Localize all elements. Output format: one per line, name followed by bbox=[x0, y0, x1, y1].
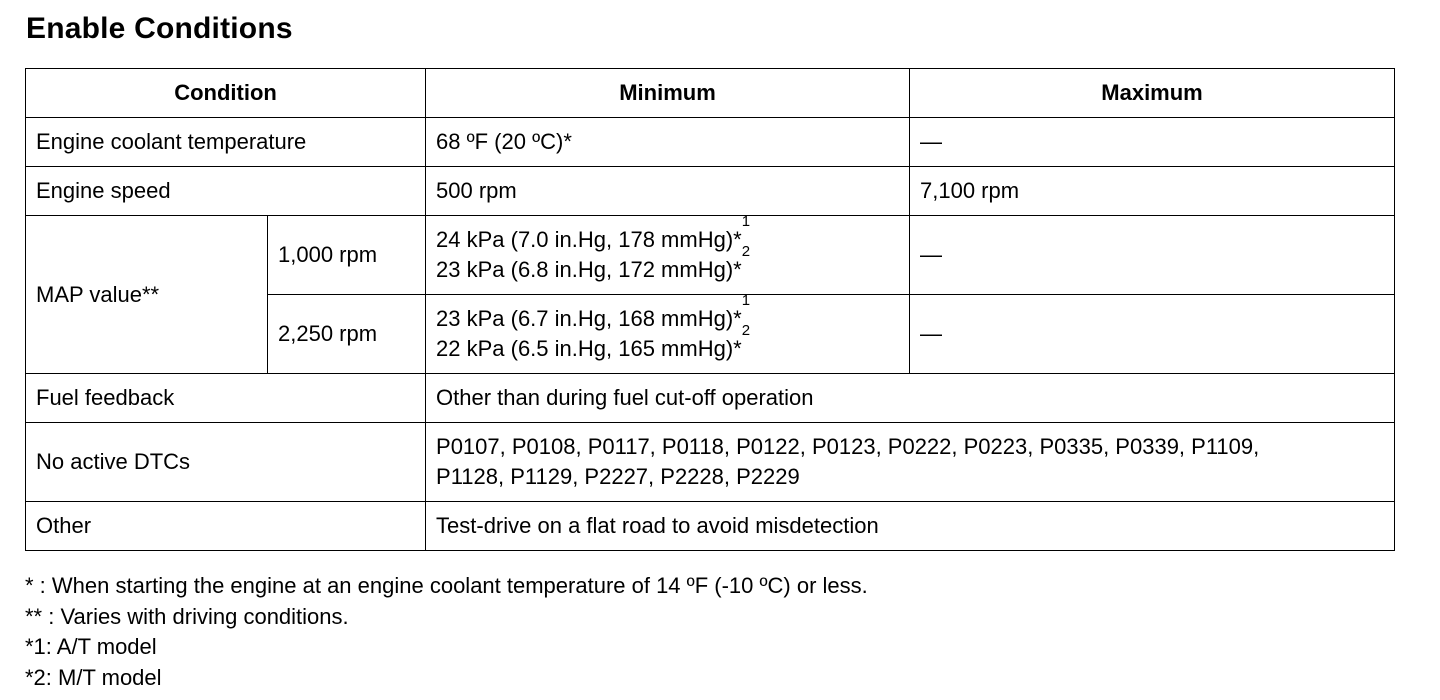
footnote-marker: 2 bbox=[741, 322, 751, 339]
cell-minimum: 500 rpm bbox=[426, 167, 910, 216]
table-row bbox=[26, 374, 1395, 423]
min-line-text: 22 kPa (6.5 in.Hg, 165 mmHg)* bbox=[436, 336, 742, 361]
cell-maximum: — bbox=[910, 216, 1395, 295]
cell-maximum: — bbox=[910, 295, 1395, 374]
cell-rpm: 2,250 rpm bbox=[268, 295, 426, 374]
cell-value bbox=[426, 423, 1395, 502]
cell-condition: Engine coolant temperature bbox=[26, 118, 426, 167]
min-line bbox=[436, 322, 899, 364]
table-header-row bbox=[26, 69, 1395, 118]
footnote: *1: A/T model bbox=[25, 634, 157, 659]
header-condition: Condition bbox=[26, 69, 426, 118]
min-line-text: 23 kPa (6.7 in.Hg, 168 mmHg)* bbox=[436, 306, 742, 331]
min-line-text: 24 kPa (7.0 in.Hg, 178 mmHg)* bbox=[436, 227, 742, 252]
cell-condition: Engine speed bbox=[26, 167, 426, 216]
cell-condition: MAP value** bbox=[26, 216, 268, 374]
table-row bbox=[26, 118, 1395, 167]
min-line bbox=[436, 243, 899, 285]
cell-rpm: 1,000 rpm bbox=[268, 216, 426, 295]
cell-value: Other than during fuel cut-off operation bbox=[426, 374, 1395, 423]
dtc-line: P1128, P1129, P2227, P2228, P2229 bbox=[436, 464, 800, 489]
min-line-text: 23 kPa (6.8 in.Hg, 172 mmHg)* bbox=[436, 257, 742, 282]
table-row bbox=[26, 423, 1395, 502]
footnote-marker: 1 bbox=[741, 292, 751, 309]
dtc-line: P0107, P0108, P0117, P0118, P0122, P0123, P0222, P0223, P0335, P0339, P1109, bbox=[436, 434, 1260, 459]
table-row bbox=[26, 167, 1395, 216]
page-title: Enable Conditions bbox=[26, 12, 293, 45]
min-line bbox=[436, 213, 899, 255]
footnote-marker: 2 bbox=[741, 243, 751, 260]
cell-minimum: 68 ºF (20 ºC)* bbox=[426, 118, 910, 167]
enable-conditions-table bbox=[25, 68, 1395, 551]
min-line bbox=[436, 292, 899, 334]
header-minimum: Minimum bbox=[426, 69, 910, 118]
cell-maximum: 7,100 rpm bbox=[910, 167, 1395, 216]
cell-minimum bbox=[426, 213, 910, 295]
cell-minimum bbox=[426, 292, 910, 374]
footnote: *2: M/T model bbox=[25, 664, 162, 690]
table-row bbox=[26, 216, 1395, 295]
footnote: ** : Varies with driving conditions. bbox=[25, 603, 349, 629]
header-maximum: Maximum bbox=[910, 69, 1395, 118]
cell-condition: Fuel feedback bbox=[26, 374, 426, 423]
footnote-marker: 1 bbox=[741, 213, 751, 230]
cell-condition: Other bbox=[26, 502, 426, 551]
footnote: * : When starting the engine at an engine coolant temperature of 14 ºF (-10 ºC) or less. bbox=[25, 573, 868, 598]
table-row bbox=[26, 502, 1395, 551]
cell-condition: No active DTCs bbox=[26, 423, 426, 502]
cell-value: Test-drive on a flat road to avoid misdetection bbox=[426, 502, 1395, 551]
cell-maximum: — bbox=[910, 118, 1395, 167]
footnotes bbox=[25, 571, 868, 693]
